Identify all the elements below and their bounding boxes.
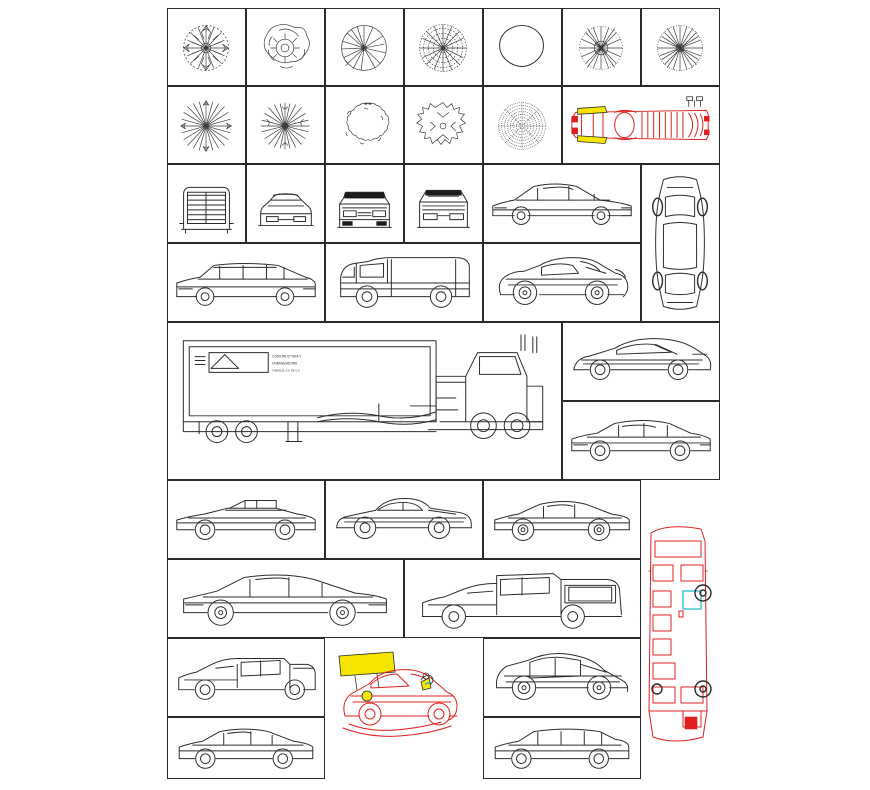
cargo-van-side-elevation[interactable]	[325, 243, 483, 322]
sports-coupe-side-elevation[interactable]	[562, 322, 720, 401]
wedge-sports-car-side-elevation[interactable]	[325, 480, 483, 559]
convertible-open-top-side-elevation[interactable]	[167, 480, 325, 559]
car-plan-view-red[interactable]	[562, 86, 720, 164]
tree-plan-spiky-star[interactable]	[167, 8, 246, 86]
estate-wagon-side-elevation[interactable]	[483, 717, 641, 779]
pickup-with-canopy-side-elevation[interactable]	[167, 638, 325, 717]
pickup-camper-side-elevation[interactable]	[404, 559, 641, 638]
hatchback-coupe-side-elevation[interactable]	[167, 559, 404, 638]
trailer-text-line-3: TABASCO, S.A. DE C.V.	[272, 369, 301, 373]
compact-sedan-side-elevation[interactable]	[167, 717, 325, 779]
sedan-side-elevation[interactable]	[483, 164, 641, 243]
tree-plan-brush-star[interactable]	[246, 86, 325, 164]
luxury-sedan-side-elevation[interactable]	[562, 401, 720, 480]
beetle-side-elevation[interactable]	[483, 638, 641, 717]
tree-plan-dense-scribble[interactable]	[404, 8, 483, 86]
tree-plan-fine-radial[interactable]	[641, 8, 720, 86]
vintage-car-colored-side-elevation[interactable]	[325, 638, 483, 748]
semi-trailer-truck-side-elevation[interactable]	[167, 322, 562, 480]
trailer-text-line-1: CONSTRUCTORA Y	[272, 354, 302, 359]
tree-plan-dense-dot-cloud[interactable]	[483, 86, 562, 164]
station-wagon-side-elevation[interactable]	[167, 243, 325, 322]
van-rear-elevation[interactable]	[167, 164, 246, 243]
tree-plan-jagged-blob[interactable]	[404, 86, 483, 164]
trailer-text-line-2: URBANIZADORA	[272, 361, 298, 366]
tree-plan-plain-circle[interactable]	[483, 8, 562, 86]
sedan-front-elevation-dark-roof[interactable]	[325, 164, 404, 243]
tree-plan-segmented-circle[interactable]	[325, 8, 404, 86]
bus-plan-view-red[interactable]	[641, 511, 720, 748]
compact-car-front-elevation[interactable]	[246, 164, 325, 243]
tree-plan-scalloped-ring[interactable]	[325, 86, 404, 164]
hatchback-front-elevation[interactable]	[404, 164, 483, 243]
tree-plan-thin-star[interactable]	[167, 86, 246, 164]
tree-plan-radial-burst[interactable]	[562, 8, 641, 86]
tree-plan-cloud-cluster[interactable]	[246, 8, 325, 86]
vintage-convertible-side-elevation[interactable]	[483, 243, 641, 322]
fastback-coupe-side-elevation[interactable]	[483, 480, 641, 559]
car-plan-top-view[interactable]	[641, 164, 720, 322]
